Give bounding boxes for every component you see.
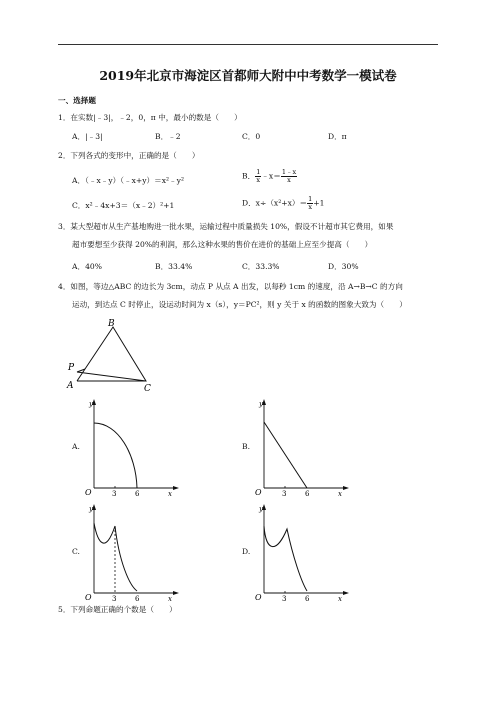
q4-option-c: C.: [72, 547, 80, 556]
svg-text:3: 3: [282, 490, 287, 498]
svg-text:y: y: [259, 505, 263, 513]
q2-b-fraction-1: $\frac{1}{x}$: [256, 168, 261, 184]
q2-option-a: A．（﹣x﹣y）（﹣x+y）＝x²﹣y²: [72, 176, 184, 185]
svg-text:y: y: [89, 505, 93, 513]
q1-option-b: B．﹣2: [155, 132, 181, 141]
svg-text:x: x: [168, 490, 172, 498]
q1-option-c: C．0: [242, 132, 261, 141]
svg-text:6: 6: [135, 595, 140, 603]
graph-b: [254, 396, 354, 498]
q5-stem: 5．下列命题正确的个数是（ ）: [58, 605, 177, 614]
svg-text:6: 6: [135, 490, 140, 498]
q4-line-2: 运动，到达点 C 时停止，设运动时间为 x（s），y＝PC²，则 y 关于 x 的函数的图象大致为（ ）: [72, 300, 407, 309]
page-title: 2019年北京市海淀区首都师大附中中考数学一模试卷: [99, 68, 397, 83]
svg-text:3: 3: [112, 595, 117, 603]
q3-option-a: A．40%: [72, 262, 102, 271]
q4-line-1: 4．如图，等边△ABC 的边长为 3cm，动点 P 从点 A 出发，以每秒 1cm 的速度，沿 A→B→C 的方向: [58, 282, 403, 291]
q3-line-1: 3．某大型超市从生产基地购进一批水果，运输过程中质量损失 10%，假设不计超市其它费用，如果: [58, 222, 394, 231]
graph-a: [84, 396, 184, 498]
section-heading: 一、选择题: [58, 96, 96, 105]
q4-option-d: D.: [242, 547, 251, 556]
label-c: C: [144, 384, 151, 394]
q2-b-middle: ﹣x＝: [261, 171, 281, 181]
q3-line-2: 超市要想至少获得 20%的利润，那么这种水果的售价在进价的基础上应至少提高（ ）: [72, 240, 373, 249]
svg-text:x: x: [338, 595, 342, 603]
svg-text:O: O: [255, 593, 262, 602]
q2-d-fraction: $\frac{1}{x}$: [308, 195, 313, 211]
label-p: P: [68, 363, 75, 373]
q1-stem: 1．在实数|﹣3|，﹣2，0，π 中，最小的数是（ ）: [58, 113, 242, 122]
svg-text:x: x: [338, 490, 342, 498]
q3-option-b: B．33.4%: [155, 262, 193, 271]
q4-option-a: A.: [72, 442, 80, 451]
svg-text:y: y: [89, 400, 93, 408]
svg-text:O: O: [85, 488, 92, 497]
q3-option-d: D．30%: [328, 262, 359, 271]
svg-text:y: y: [259, 400, 263, 408]
q2-option-c: C．x²﹣4x+3＝（x﹣2）²+1: [72, 201, 175, 210]
q2-d-suffix: +1: [313, 198, 325, 208]
q2-b-fraction-2: $\frac{1﹣x}{x}$: [281, 168, 297, 184]
q2-option-d: [242, 196, 324, 211]
q1-option-a: A．|﹣3|: [72, 132, 103, 141]
q2-option-b-label: B．: [242, 171, 256, 181]
label-a: A: [67, 381, 74, 391]
graph-c: [84, 501, 184, 603]
q2-d-prefix: D．x÷（x²+x）＝: [242, 198, 308, 208]
triangle-figure: [60, 315, 170, 395]
svg-text:3: 3: [112, 490, 117, 498]
svg-text:O: O: [85, 593, 92, 602]
graph-d: [254, 501, 354, 603]
q4-option-b: B.: [242, 442, 250, 451]
svg-text:O: O: [255, 488, 262, 497]
q2-option-b: [242, 169, 297, 184]
svg-text:x: x: [168, 595, 172, 603]
label-b: B: [108, 319, 115, 329]
svg-text:3: 3: [282, 595, 287, 603]
header-rule: [58, 44, 438, 45]
q1-option-d: D．π: [328, 132, 347, 141]
q3-option-c: C．33.3%: [242, 262, 280, 271]
svg-text:6: 6: [305, 490, 310, 498]
svg-text:6: 6: [305, 595, 310, 603]
q2-stem: 2．下列各式的变形中，正确的是（ ）: [58, 151, 200, 160]
